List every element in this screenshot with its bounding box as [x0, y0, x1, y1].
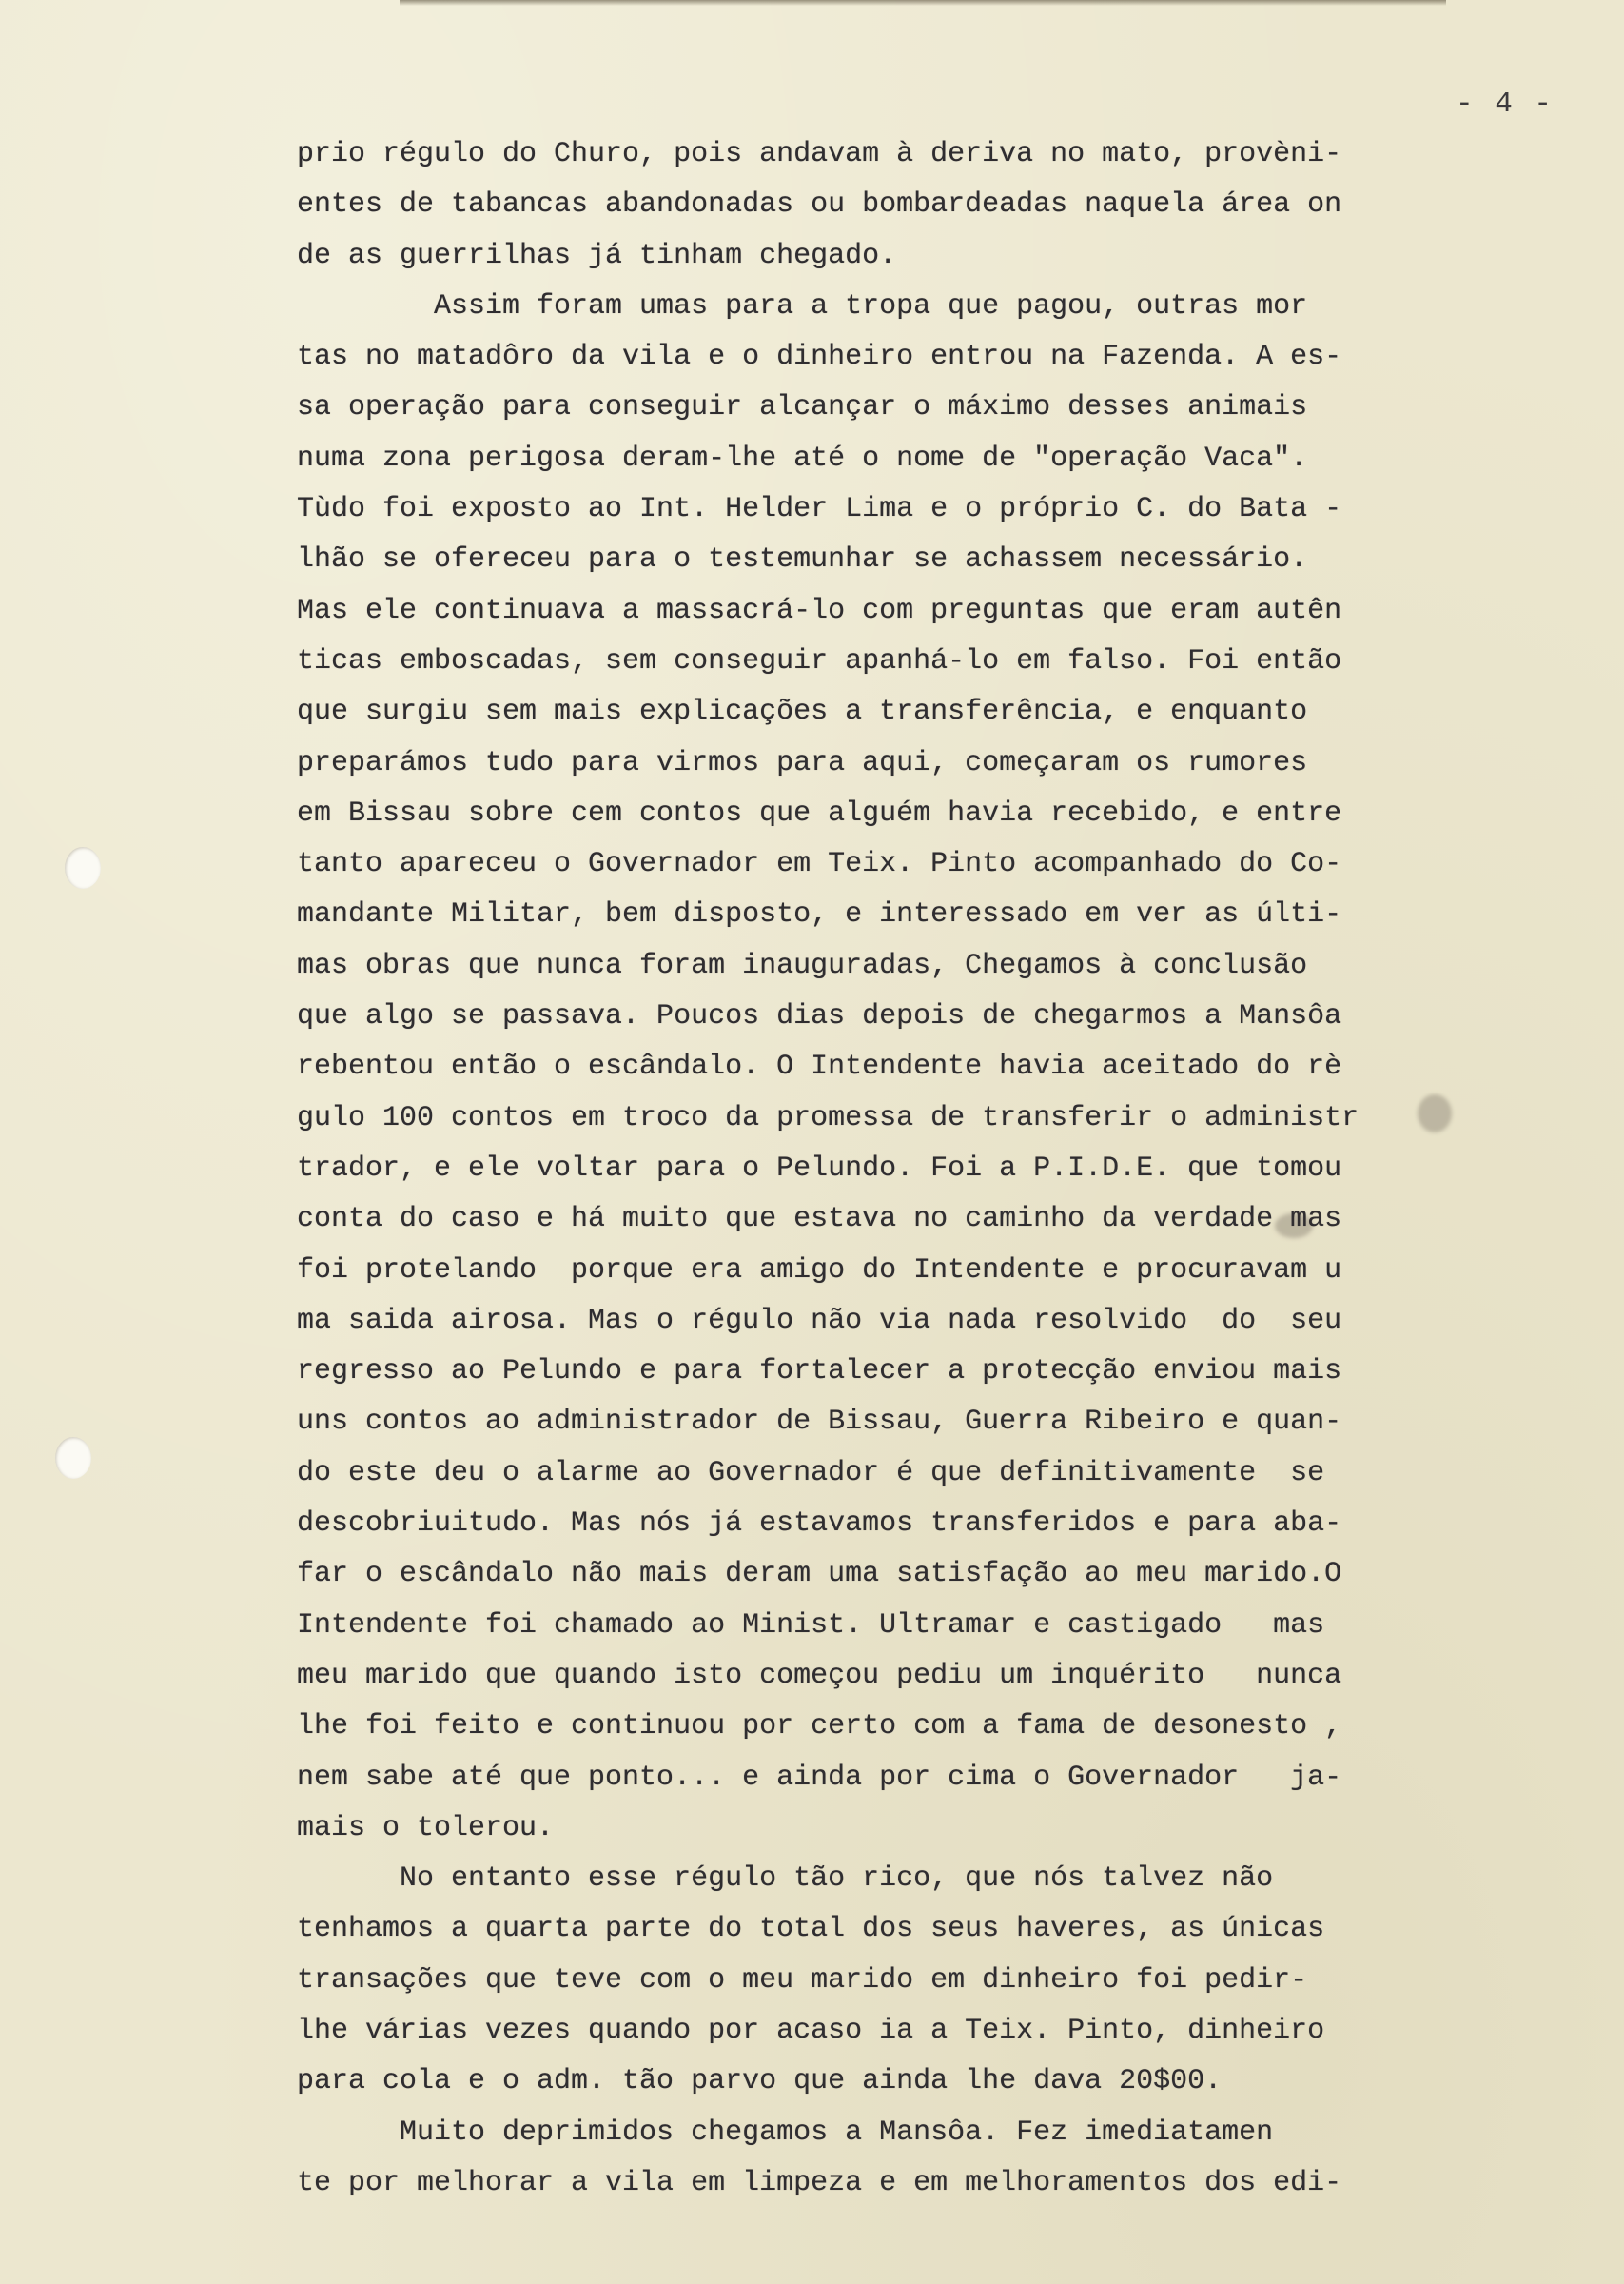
text-line: mandante Militar, bem disposto, e interessado em ver as últi- [297, 898, 1342, 932]
text-line: prio régulo do Churo, pois andavam à deriva no mato, provèni- [297, 138, 1342, 170]
text-line: transações que teve com o meu marido em dinheiro foi pedir- [297, 1963, 1308, 1997]
text-line: entes de tabancas abandonadas ou bombardeadas naquela área on [297, 188, 1342, 222]
text-line: numa zona perigosa deram-lhe até o nome de "operação Vaca". [297, 442, 1308, 475]
text-line: lhe foi feito e continuou por certo com a fama de desonesto , [297, 1710, 1342, 1743]
text-line: Mas ele continuava a massacrá-lo com preguntas que eram autên [297, 594, 1342, 627]
text-line: Assim foram umas para a tropa que pagou, outras mor [297, 289, 1308, 323]
page-number: - 4 - [1456, 88, 1555, 121]
text-line: tas no matadôro da vila e o dinheiro entrou na Fazenda. A es- [297, 341, 1342, 374]
text-line: trador, e ele voltar para o Pelundo. Foi a P.I.D.E. que tomou [297, 1152, 1342, 1185]
text-line: ticas emboscadas, sem conseguir apanhá-lo em falso. Foi então [297, 644, 1342, 678]
text-line: Intendente foi chamado ao Minist. Ultramar e castigado mas [297, 1608, 1325, 1642]
text-line: ma saida airosa. Mas o régulo não via nada resolvido do seu [297, 1304, 1342, 1337]
text-line: mais o tolerou. [297, 1811, 555, 1844]
text-line: em Bissau sobre cem contos que alguém havia recebido, e entre [297, 797, 1342, 830]
text-line: meu marido que quando isto começou pediu um inquérito nunca [297, 1659, 1342, 1692]
text-line: tanto apareceu o Governador em Teix. Pinto acompanhado do Co- [297, 848, 1342, 881]
text-line: para cola e o adm. tão parvo que ainda lhe dava 20$00. [297, 2065, 1223, 2098]
text-line: descobriuitudo. Mas nós já estavamos transferidos e para aba- [297, 1507, 1342, 1541]
punch-hole [65, 847, 101, 889]
text-line: far o escândalo não mais deram uma satisfação ao meu marido.O [297, 1558, 1342, 1591]
text-line: conta do caso e há muito que estava no caminho da verdade mas [297, 1203, 1342, 1236]
text-line: lhão se ofereceu para o testemunhar se achassem necessário. [297, 543, 1308, 577]
text-line: Tùdo foi exposto ao Int. Helder Lima e o próprio C. do Bata - [297, 493, 1342, 526]
text-line: regresso ao Pelundo e para fortalecer a protecção enviou mais [297, 1355, 1342, 1388]
page-edge-shadow [400, 0, 1446, 6]
text-line: que algo se passava. Poucos dias depois de chegarmos a Mansôa [297, 1000, 1342, 1034]
text-line: gulo 100 contos em troco da promessa de transferir o administr [297, 1101, 1360, 1134]
text-line: de as guerrilhas já tinham chegado. [297, 239, 897, 272]
text-line: que surgiu sem mais explicações a transferência, e enquanto [297, 696, 1308, 729]
text-line: nem sabe até que ponto... e ainda por cima o Governador ja- [297, 1761, 1342, 1794]
text-line: do este deu o alarme ao Governador é que definitivamente se [297, 1456, 1325, 1489]
text-line: No entanto esse régulo tão rico, que nós talvez não [297, 1862, 1274, 1896]
text-line: te por melhorar a vila em limpeza e em melhoramentos dos edi- [297, 2166, 1342, 2199]
text-line: uns contos ao administrador de Bissau, Guerra Ribeiro e quan- [297, 1406, 1342, 1439]
text-line: preparámos tudo para virmos para aqui, começaram os rumores [297, 746, 1308, 779]
typewritten-body [297, 129, 1477, 2209]
text-line: tenhamos a quarta parte do total dos seus haveres, as únicas [297, 1913, 1325, 1946]
punch-hole [55, 1437, 91, 1479]
text-line: mas obras que nunca foram inauguradas, Chegamos à conclusão [297, 949, 1308, 982]
text-line: Muito deprimidos chegamos a Mansôa. Fez imediatamen [297, 2116, 1274, 2149]
text-line: sa operação para conseguir alcançar o máximo desses animais [297, 391, 1308, 424]
text-line: lhe várias vezes quando por acaso ia a Teix. Pinto, dinheiro [297, 2014, 1325, 2047]
text-line: rebentou então o escândalo. O Intendente havia aceitado do rè [297, 1051, 1342, 1084]
text-line: foi protelando porque era amigo do Intendente e procuravam u [297, 1253, 1342, 1287]
